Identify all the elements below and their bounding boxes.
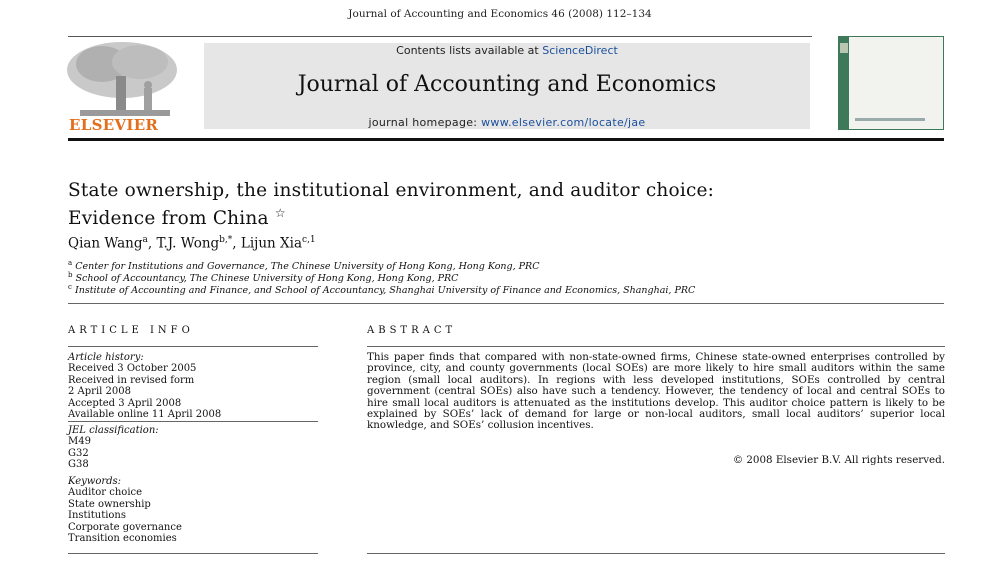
keyword: Auditor choice: [68, 487, 143, 499]
jel-code: G38: [68, 459, 89, 471]
jel-code: M49: [68, 436, 91, 448]
jel-label: JEL classification:: [68, 425, 159, 436]
history-item: Received in revised form: [68, 374, 195, 386]
affiliation: $^c$ Institute of Accounting and Finance, and School of Accountancy, Shanghai University of Finance and Economics, Shanghai, PRC: [68, 283, 696, 297]
history-item: Accepted 3 April 2008: [68, 397, 182, 409]
author-list: Qian Wang$^a$, T.J. Wong$^{b,*}$, Lijun Xia$^{c,1}$: [68, 235, 316, 252]
author-affil-sup[interactable]: b,*: [219, 235, 233, 245]
article-info-rule: [68, 346, 318, 347]
jel-code: G32: [68, 447, 89, 459]
copyright-notice: © 2008 Elsevier B.V. All rights reserved.: [732, 454, 945, 466]
history-rule: [68, 421, 318, 422]
journal-cover-thumbnail: [838, 36, 944, 130]
author-affil-sup[interactable]: c,1: [302, 235, 316, 245]
affiliation: $^b$ School of Accountancy, The Chinese University of Hong Kong, Hong Kong, PRC: [68, 271, 459, 285]
contents-line: [204, 44, 810, 57]
section-divider: [68, 303, 944, 304]
author-name[interactable]: T.J. Wong: [156, 235, 220, 252]
abstract-text: This paper finds that compared with non-state-owned firms, Chinese state-owned enterprises controlled by province, city, and county governments (local SOEs) are more likely to hire small auditors within the same region (small local auditors). In regions with less developed institutions, SOEs controlled by central government (central SOEs) also have such a tendency. However, the tendency of local and central SOEs to hire small local auditors is attenuated as the institutions develop. This auditor choice pattern is likely to be explained by SOEs’ lack of demand for large or non-local auditors, small local auditors’ superior local knowledge, and SOEs’ collusion incentives.: [367, 351, 945, 432]
contents-prefix: Contents lists available at: [396, 44, 543, 57]
keywords-label: Keywords:: [68, 476, 122, 487]
header-top-rule: [68, 36, 812, 37]
jel-classification: [68, 425, 159, 471]
article-info-heading: ARTICLE INFO: [68, 325, 194, 336]
history-item: Received 3 October 2005: [68, 363, 197, 375]
keyword: Transition economies: [68, 533, 177, 545]
article-history: [68, 352, 221, 420]
history-item: 2 April 2008: [68, 386, 131, 398]
cover-caption-bar: [855, 118, 925, 121]
author-name[interactable]: Lijun Xia: [240, 235, 303, 252]
journal-citation: Journal of Accounting and Economics 46 (2008) 112–134: [348, 8, 652, 20]
sciencedirect-link[interactable]: ScienceDirect: [542, 44, 618, 57]
history-label: Article history:: [68, 352, 144, 363]
keyword: Corporate governance: [68, 521, 182, 533]
history-item: Available online 11 April 2008: [68, 409, 222, 421]
cover-logo-icon: [840, 43, 848, 53]
author-name[interactable]: Qian Wang: [68, 235, 143, 252]
title-line-1: State ownership, the institutional environment, and auditor choice:: [68, 180, 715, 201]
title-line-2: Evidence from China ☆: [68, 206, 286, 230]
homepage-prefix: journal homepage:: [368, 116, 482, 129]
homepage-link[interactable]: www.elsevier.com/locate/jae: [481, 116, 646, 129]
title-star-footnote[interactable]: ☆: [274, 206, 286, 220]
abstract-heading: ABSTRACT: [367, 325, 457, 336]
header-bottom-rule: [68, 138, 944, 141]
journal-title: Journal of Accounting and Economics: [297, 72, 717, 97]
keywords-rule: [68, 553, 318, 554]
article-title: [68, 180, 948, 230]
abstract-rule: [367, 346, 945, 347]
keyword: Institutions: [68, 510, 127, 522]
keyword: State ownership: [68, 498, 151, 510]
affiliation: $^a$ Center for Institutions and Governance, The Chinese University of Hong Kong, Hong Kong, PRC: [68, 259, 540, 273]
publisher-name: ELSEVIER: [69, 116, 159, 134]
homepage-line: [204, 116, 810, 129]
author-affil-sup[interactable]: a: [142, 235, 148, 245]
abstract-bottom-rule: [367, 553, 945, 554]
keywords: [68, 476, 182, 544]
